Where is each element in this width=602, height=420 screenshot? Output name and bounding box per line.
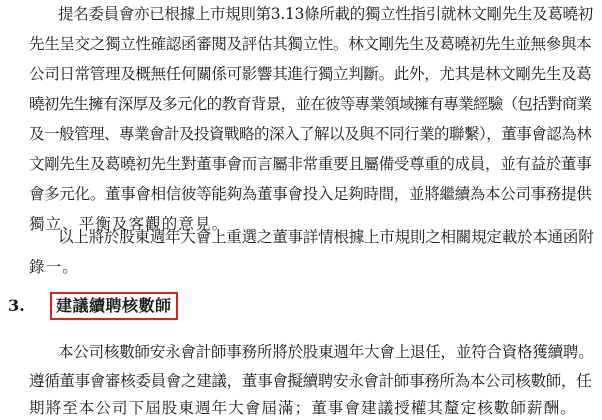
paragraph-line: 提名委員會亦已根據上市規則第3.13條所載的獨立性指引就林文剛先生及葛曉初 — [58, 5, 593, 23]
paragraph-line: 期將至本公司下屆股東週年大會屆滿；董事會建議授權其釐定核數師薪酬。 — [29, 399, 577, 417]
paragraph-line: 遵循董事會審核委員會之建議，董事會擬續聘安永會計師事務所為本公司核數師，任 — [29, 372, 592, 390]
paragraph-line: 先生呈交之獨立性確認函審閱及評估其獨立性。林文剛先生及葛曉初先生並無參與本 — [29, 35, 592, 53]
paragraph-line: 公司日常管理及概無任何關係可影響其進行獨立判斷。此外，尤其是林文剛先生及葛 — [29, 65, 592, 83]
paragraph-line: 文剛先生及葛曉初先生對董事會而言屬非常重要且屬備受尊重的成員，並有益於董事 — [29, 155, 592, 173]
paragraph-line: 獨立、平衡及客觀的意見。 — [29, 215, 229, 233]
paragraph-line: 會多元化。董事會相信彼等能夠為董事會投入足夠時間，並將繼續為本公司事務提供 — [29, 185, 592, 203]
section-title: 建議續聘核數師 — [50, 292, 178, 320]
paragraph-line: 本公司核數師安永會計師事務所將於股東週年大會上退任，並符合資格獲續聘。 — [58, 343, 594, 361]
paragraph-line: 錄一。 — [29, 258, 79, 276]
paragraph-line: 以上將於股東週年大會上重選之董事詳情根據上市規則之相關規定載於本通函附 — [58, 228, 594, 246]
paragraph-line: 曉初先生擁有深厚及多元化的教育背景，並在彼等專業領域擁有專業經驗（包括對商業 — [29, 95, 592, 113]
paragraph-line: 及一般管理、專業會計及投資戰略的深入了解以及與不同行業的聯繫），董事會認為林 — [29, 125, 592, 143]
section-number: 3. — [8, 296, 25, 315]
